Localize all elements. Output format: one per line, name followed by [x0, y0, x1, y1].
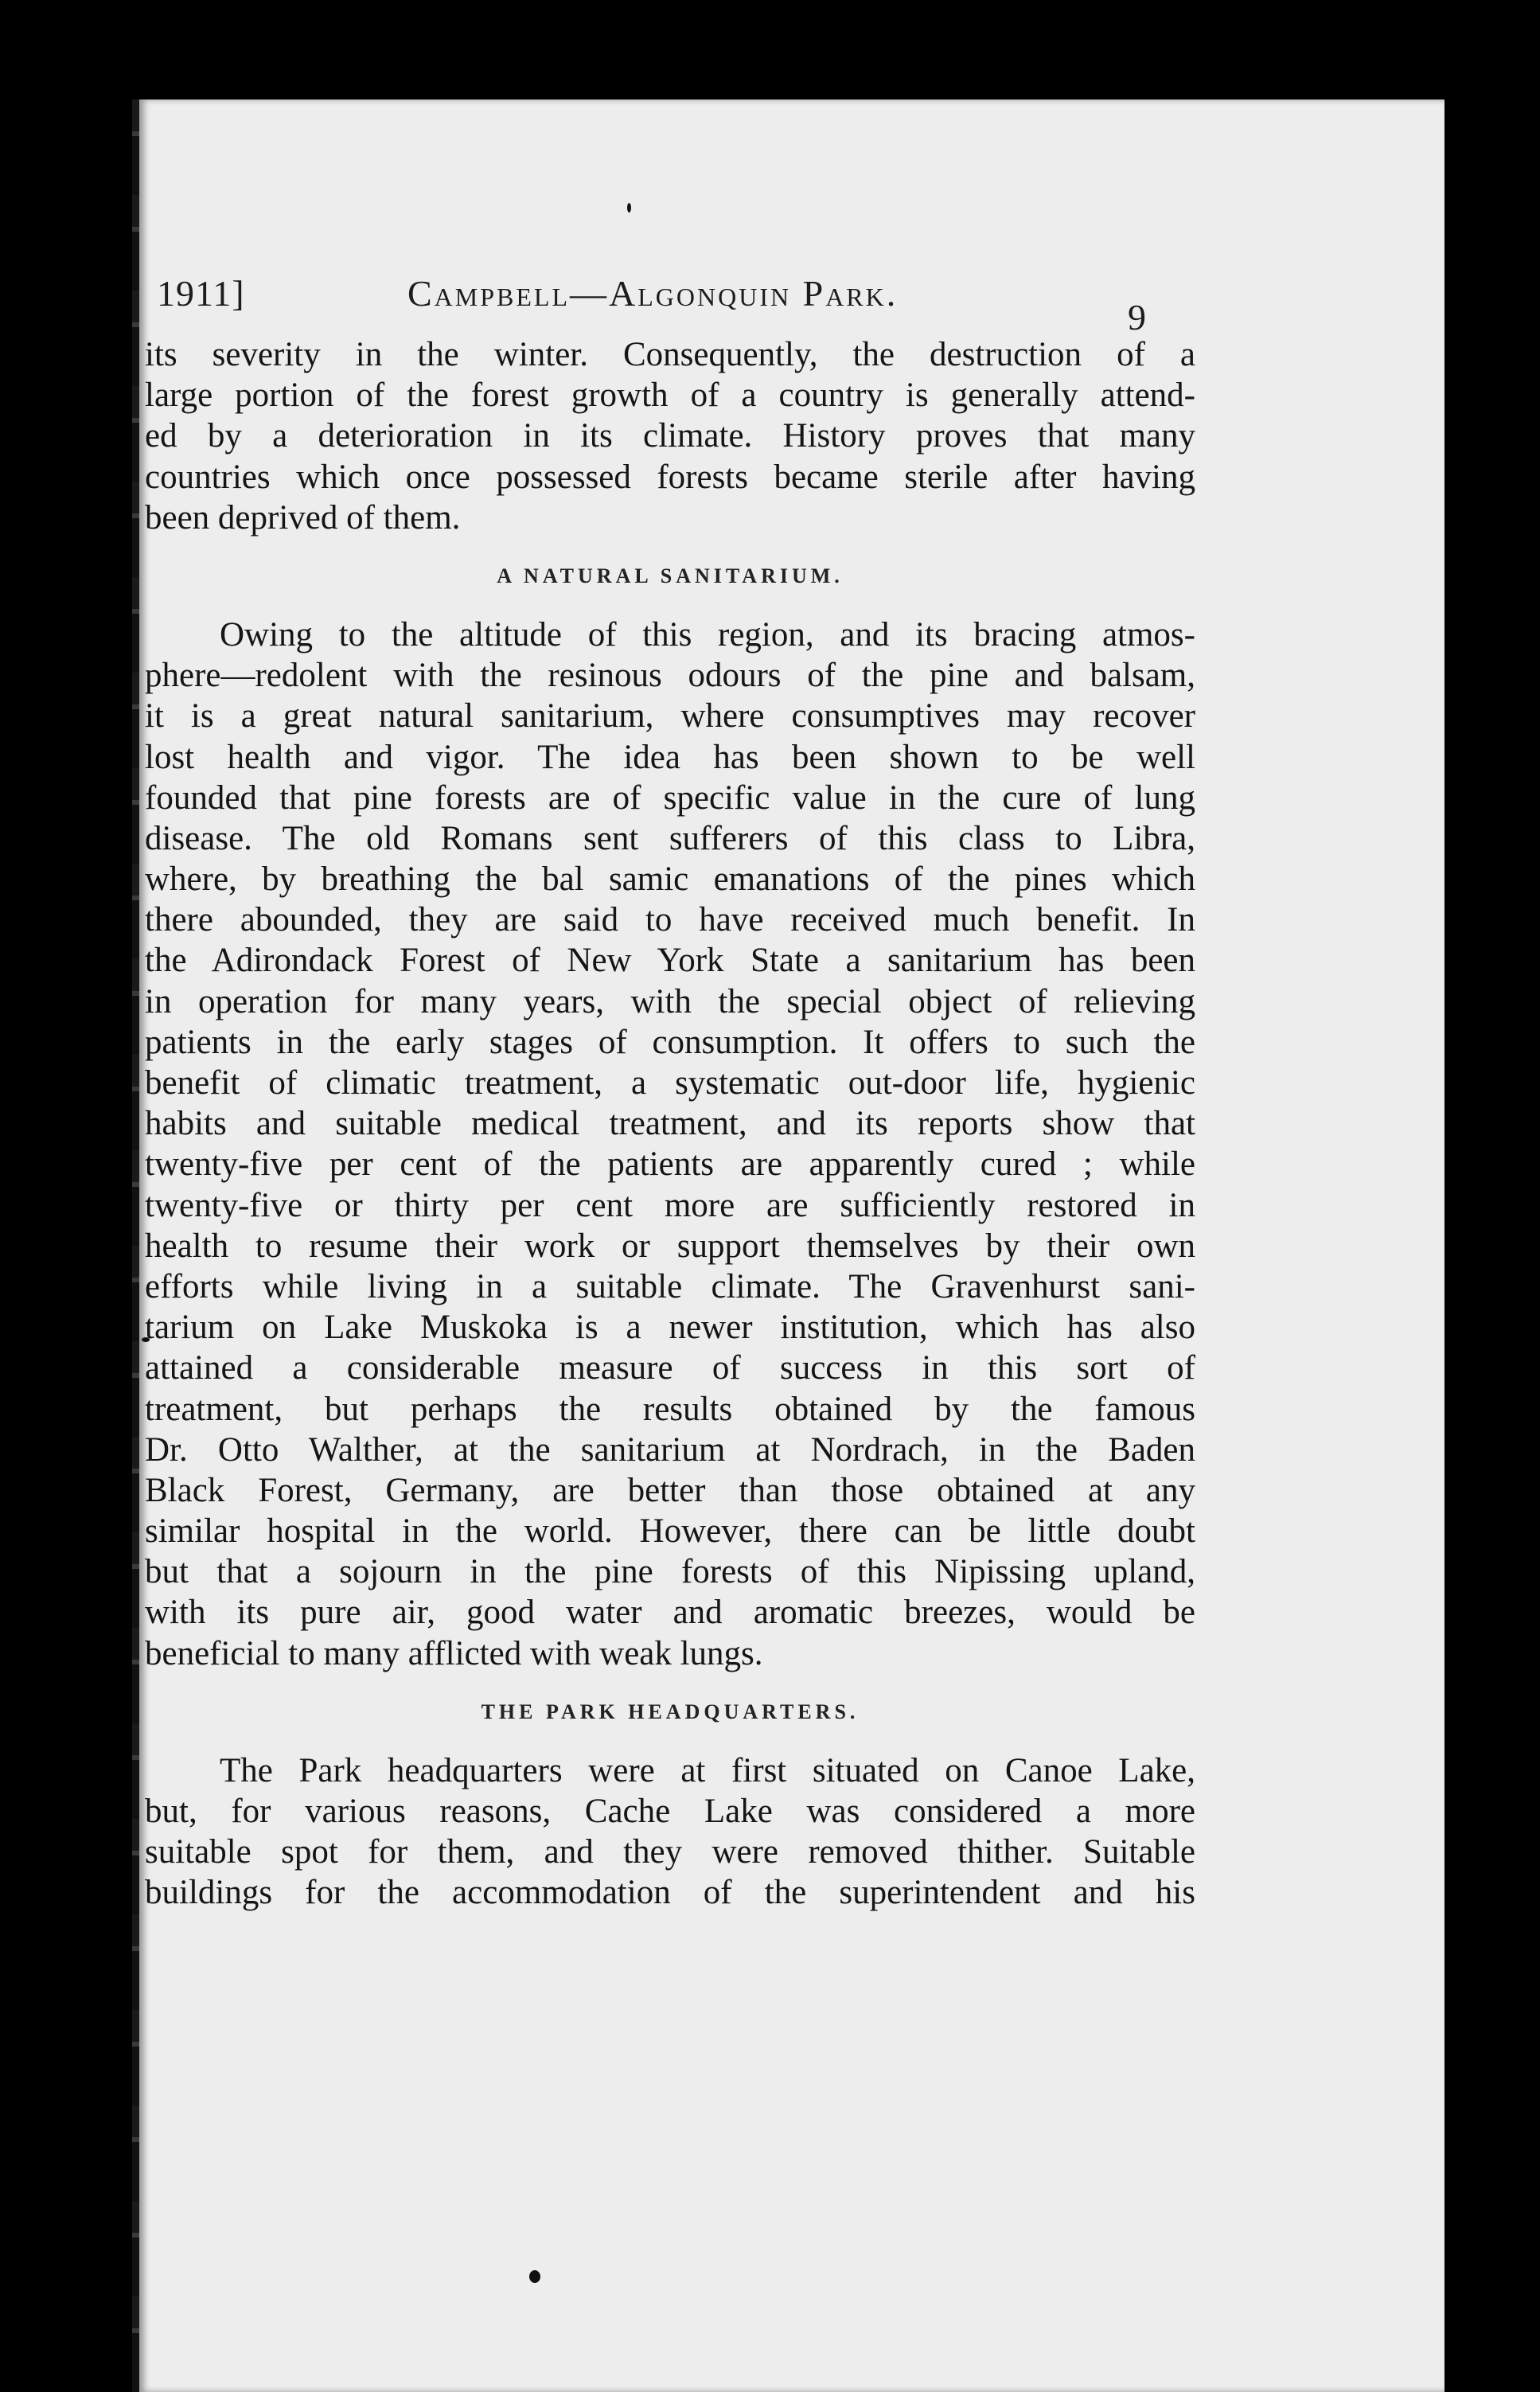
text-line: been deprived of them.	[145, 498, 461, 537]
text-line: in operation for many years, with the special object of relieving	[145, 982, 1195, 1020]
text-line: treatment, but perhaps the results obtained by the famous	[145, 1390, 1195, 1428]
text-line: tarium on Lake Muskoka is a newer institution, which has also	[145, 1309, 1195, 1347]
text-line: the Adirondack Forest of New York State a sanitarium has been	[145, 942, 1195, 980]
header-title: Campbell—Algonquin Park.	[407, 273, 899, 314]
ink-speck	[627, 203, 631, 213]
text-line: phere—redolent with the resinous odours of the pine and balsam,	[145, 657, 1195, 695]
text-line: Dr. Otto Walther, at the sanitarium at Nordrach, in the Baden	[145, 1430, 1195, 1469]
text-line: benefit of climatic treatment, a systematic out-door life, hygienic	[145, 1064, 1195, 1102]
running-header	[157, 272, 1175, 338]
text-line: suitable spot for them, and they were removed thither. Suitable	[145, 1833, 1195, 1871]
text-line: twenty-five or thirty per cent more are sufficiently restored in	[145, 1186, 1195, 1224]
header-year: 1911]	[157, 273, 245, 314]
text-line: health to resume their work or support themselves by their own	[145, 1227, 1195, 1265]
text-line: but, for various reasons, Cache Lake was considered a more	[145, 1793, 1195, 1830]
text-line: Black Forest, Germany, are better than those obtained at any	[145, 1471, 1195, 1509]
text-line: efforts while living in a suitable climate. The Gravenhurst sani-	[145, 1267, 1195, 1305]
paragraph-1	[145, 334, 1195, 538]
text-line: Owing to the altitude of this region, and its bracing atmos-	[220, 615, 1195, 654]
text-line: countries which once possessed forests became sterile after having	[145, 458, 1195, 496]
text-line: founded that pine forests are of specific value in the cure of lung	[145, 778, 1195, 817]
text-line: its severity in the winter. Consequently, the destruction of a	[145, 336, 1195, 373]
text-line: twenty-five per cent of the patients are apparently cured ; while	[145, 1145, 1195, 1184]
text-line: buildings for the accommodation of the superintendent and his	[145, 1874, 1195, 1912]
text-line: with its pure air, good water and aromatic breezes, would be	[145, 1594, 1195, 1632]
text-line: but that a sojourn in the pine forests of this Nipissing upland,	[145, 1553, 1195, 1591]
page-number: 9	[1128, 297, 1147, 338]
section-heading-park-headquarters: THE PARK HEADQUARTERS.	[481, 1699, 860, 1723]
text-line: disease. The old Romans sent sufferers of this class to Libra,	[145, 819, 1195, 857]
ink-dot	[529, 2270, 540, 2283]
text-line: large portion of the forest growth of a country is generally attend-	[145, 377, 1195, 415]
text-line: similar hospital in the world. However, there can be little doubt	[145, 1512, 1195, 1551]
body-text	[145, 334, 1195, 1914]
text-line: beneficial to many afflicted with weak lungs.	[145, 1634, 763, 1672]
section-heading-natural-sanitarium: A NATURAL SANITARIUM.	[497, 564, 844, 587]
text-line: there abounded, they are said to have received much benefit. In	[145, 901, 1195, 939]
text-line: ed by a deterioration in its climate. History proves that many	[145, 417, 1195, 455]
text-line: patients in the early stages of consumption. It offers to such the	[145, 1023, 1195, 1061]
text-line: lost health and vigor. The idea has been shown to be well	[145, 738, 1195, 776]
paragraph-3	[145, 1750, 1195, 1914]
paragraph-2	[145, 615, 1195, 1674]
text-line: attained a considerable measure of success in this sort of	[145, 1349, 1195, 1387]
text-line: it is a great natural sanitarium, where consumptives may recover	[145, 697, 1195, 736]
text-line: The Park headquarters were at first situated on Canoe Lake,	[220, 1751, 1195, 1789]
text-line: where, by breathing the bal samic emanations of the pines which	[145, 860, 1195, 899]
text-line: habits and suitable medical treatment, and its reports show that	[145, 1105, 1195, 1143]
